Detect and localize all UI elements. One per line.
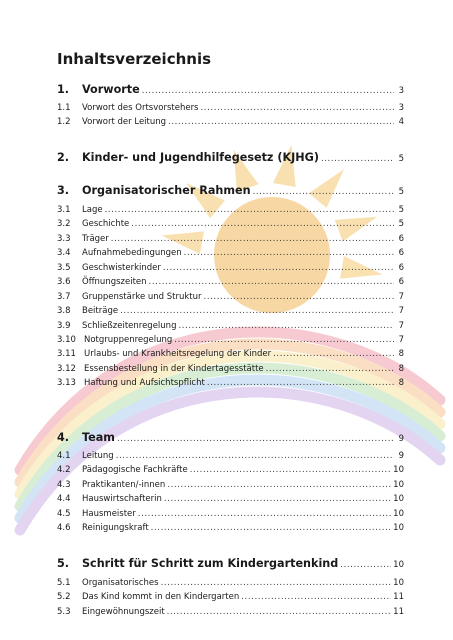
toc-subsection-row[interactable] bbox=[57, 508, 404, 520]
toc-page-number: 6 bbox=[398, 234, 404, 244]
toc-entry-label: Haftung und Aufsichtspflicht bbox=[84, 378, 205, 388]
toc-page-number: 11 bbox=[393, 592, 404, 602]
toc-dot-leader bbox=[266, 363, 394, 375]
toc-subsection-row[interactable] bbox=[57, 479, 404, 491]
toc-page-number: 6 bbox=[398, 248, 404, 258]
toc-entry-label: Hauswirtschafterin bbox=[82, 494, 162, 504]
toc-entry-number: 3.6 bbox=[57, 277, 71, 287]
toc-entry-number: 5.1 bbox=[57, 578, 71, 588]
toc-page-number: 8 bbox=[398, 364, 404, 374]
toc-subsection-row[interactable] bbox=[57, 233, 404, 245]
toc-page-number: 5 bbox=[398, 187, 404, 197]
toc-subsection-row[interactable] bbox=[57, 377, 404, 389]
toc-dot-leader bbox=[151, 522, 392, 534]
toc-dot-leader bbox=[117, 431, 394, 447]
toc-subsection-row[interactable] bbox=[57, 450, 404, 462]
toc-dot-leader bbox=[201, 102, 395, 114]
toc-entry-label: Pädagogische Fachkräfte bbox=[82, 465, 188, 475]
toc-entry-label: Praktikanten/-innen bbox=[82, 480, 166, 490]
toc-subsection-row[interactable] bbox=[57, 102, 404, 114]
toc-page-number: 10 bbox=[393, 465, 404, 475]
toc-entry-number: 3.11 bbox=[57, 349, 76, 359]
toc-entry-label: Essensbestellung in der Kindertagesstätte bbox=[84, 364, 264, 374]
toc-entry-number: 4.5 bbox=[57, 509, 71, 519]
toc-dot-leader bbox=[184, 247, 394, 259]
toc-dot-leader bbox=[167, 606, 392, 618]
toc-entry-label: Das Kind kommt in den Kindergarten bbox=[82, 592, 240, 602]
toc-entry-number: 3.8 bbox=[57, 306, 71, 316]
toc-entry-number: 5. bbox=[57, 557, 70, 570]
toc-subsection-row[interactable] bbox=[57, 464, 404, 476]
toc-page-number: 3 bbox=[398, 86, 404, 96]
toc-entry-label: Geschwisterkinder bbox=[82, 263, 161, 273]
toc-page-number: 10 bbox=[393, 494, 404, 504]
toc-dot-leader bbox=[167, 479, 391, 491]
toc-page-number: 7 bbox=[398, 292, 404, 302]
toc-entry-label: Vorwort des Ortsvorstehers bbox=[82, 103, 199, 113]
toc-dot-leader bbox=[178, 320, 394, 332]
toc-entry-number: 4.2 bbox=[57, 465, 71, 475]
toc-dot-leader bbox=[111, 233, 394, 245]
toc-section-row[interactable] bbox=[57, 556, 404, 572]
toc-entry-label: Team bbox=[82, 431, 115, 444]
toc-dot-leader bbox=[116, 450, 394, 462]
toc-subsection-row[interactable] bbox=[57, 116, 404, 128]
toc-entry-number: 3.5 bbox=[57, 263, 71, 273]
toc-page-number: 4 bbox=[398, 117, 404, 127]
toc-subsection-row[interactable] bbox=[57, 262, 404, 274]
toc-subsection-row[interactable] bbox=[57, 305, 404, 317]
toc-entry-number: 2. bbox=[57, 151, 70, 164]
toc-dot-leader bbox=[253, 184, 394, 200]
toc-entry-label: Aufnahmebedingungen bbox=[82, 248, 182, 258]
toc-page-number: 5 bbox=[398, 154, 404, 164]
toc-entry-label: Notgruppenregelung bbox=[84, 335, 173, 345]
toc-subsection-row[interactable] bbox=[57, 493, 404, 505]
toc-subsection-row[interactable] bbox=[57, 577, 404, 589]
toc-dot-leader bbox=[163, 262, 394, 274]
toc-entry-number: 5.2 bbox=[57, 592, 71, 602]
toc-entry-label: Hausmeister bbox=[82, 509, 136, 519]
toc-dot-leader bbox=[120, 305, 394, 317]
toc-page-number: 10 bbox=[393, 578, 404, 588]
toc-dot-leader bbox=[142, 83, 394, 99]
toc-page-number: 8 bbox=[398, 349, 404, 359]
toc-subsection-row[interactable] bbox=[57, 522, 404, 534]
toc-entry-number: 3.7 bbox=[57, 292, 71, 302]
toc-entry-number: 1.1 bbox=[57, 103, 71, 113]
toc-entry-number: 5.3 bbox=[57, 607, 71, 617]
toc-entry-number: 3.13 bbox=[57, 378, 76, 388]
toc-entry-label: Organisatorisches bbox=[82, 578, 159, 588]
toc-dot-leader bbox=[321, 151, 394, 167]
toc-entry-label: Öffnungszeiten bbox=[82, 277, 147, 287]
toc-entry-label: Reinigungskraft bbox=[82, 523, 149, 533]
toc-entry-label: Träger bbox=[82, 234, 109, 244]
toc-section-row[interactable] bbox=[57, 430, 404, 446]
toc-page-number: 11 bbox=[393, 607, 404, 617]
toc-dot-leader bbox=[204, 291, 394, 303]
toc-page-number: 9 bbox=[398, 451, 404, 461]
toc-dot-leader bbox=[174, 334, 394, 346]
toc-subsection-row[interactable] bbox=[57, 276, 404, 288]
toc-subsection-row[interactable] bbox=[57, 204, 404, 216]
toc-entry-label: Schritt für Schritt zum Kindergartenkind bbox=[82, 557, 339, 570]
toc-entry-label: Geschichte bbox=[82, 219, 130, 229]
toc-dot-leader bbox=[131, 218, 394, 230]
toc-entry-number: 3.3 bbox=[57, 234, 71, 244]
toc-page-number: 7 bbox=[398, 306, 404, 316]
toc-page-number: 3 bbox=[398, 103, 404, 113]
toc-page-number: 6 bbox=[398, 263, 404, 273]
toc-page-number: 8 bbox=[398, 378, 404, 388]
toc-subsection-row[interactable] bbox=[57, 320, 404, 332]
toc-entry-number: 3. bbox=[57, 184, 70, 197]
toc-entry-number: 3.9 bbox=[57, 321, 71, 331]
toc-page-number: 7 bbox=[398, 321, 404, 331]
toc-page-number: 7 bbox=[398, 335, 404, 345]
toc-subsection-row[interactable] bbox=[57, 334, 404, 346]
toc-entry-number: 3.4 bbox=[57, 248, 71, 258]
toc-subsection-row[interactable] bbox=[57, 247, 404, 259]
toc-entry-number: 3.10 bbox=[57, 335, 76, 345]
toc-subsection-row[interactable] bbox=[57, 363, 404, 375]
toc-entry-number: 4.6 bbox=[57, 523, 71, 533]
toc-dot-leader bbox=[190, 464, 391, 476]
toc-entry-label: Eingewöhnungszeit bbox=[82, 607, 165, 617]
toc-dot-leader bbox=[149, 276, 394, 288]
toc-entry-number: 3.12 bbox=[57, 364, 76, 374]
toc-page-number: 6 bbox=[398, 277, 404, 287]
toc-page-number: 9 bbox=[398, 434, 404, 444]
toc-entry-label: Urlaubs- und Krankheitsregelung der Kinder bbox=[84, 349, 272, 359]
toc-entry-number: 4.4 bbox=[57, 494, 71, 504]
toc-subsection-row[interactable] bbox=[57, 291, 404, 303]
toc-subsection-row[interactable] bbox=[57, 218, 404, 230]
toc-section-row[interactable] bbox=[57, 82, 404, 98]
toc-dot-leader bbox=[168, 116, 394, 128]
toc-page-number: 10 bbox=[393, 523, 404, 533]
toc-subsection-row[interactable] bbox=[57, 606, 404, 618]
toc-entry-label: Lage bbox=[82, 205, 103, 215]
toc-dot-leader bbox=[207, 377, 394, 389]
toc-entry-number: 3.1 bbox=[57, 205, 71, 215]
toc-page-number: 5 bbox=[398, 205, 404, 215]
toc-entry-label: Vorworte bbox=[82, 83, 140, 96]
toc-dot-leader bbox=[105, 204, 394, 216]
toc-dot-leader bbox=[164, 493, 391, 505]
toc-dot-leader bbox=[241, 591, 391, 603]
toc-subsection-row[interactable] bbox=[57, 348, 404, 360]
toc-page-number: 5 bbox=[398, 219, 404, 229]
toc-section-row[interactable] bbox=[57, 150, 404, 166]
toc-entry-label: Kinder- und Jugendhilfegesetz (KJHG) bbox=[82, 151, 319, 164]
toc-entry-label: Vorwort der Leitung bbox=[82, 117, 167, 127]
toc-entry-number: 3.2 bbox=[57, 219, 71, 229]
toc-entry-number: 1. bbox=[57, 83, 70, 96]
toc-title: Inhaltsverzeichnis bbox=[57, 50, 212, 68]
toc-entry-label: Leitung bbox=[82, 451, 114, 461]
toc-page-number: 10 bbox=[393, 480, 404, 490]
toc-entry-label: Schließzeitenregelung bbox=[82, 321, 177, 331]
toc-entry-number: 4. bbox=[57, 431, 70, 444]
toc-entry-number: 1.2 bbox=[57, 117, 71, 127]
toc-entry-label: Gruppenstärke und Struktur bbox=[82, 292, 202, 302]
toc-subsection-row[interactable] bbox=[57, 591, 404, 603]
toc-section-row[interactable] bbox=[57, 183, 404, 199]
toc-entry-label: Beiträge bbox=[82, 306, 119, 316]
toc-dot-leader bbox=[138, 508, 391, 520]
toc-dot-leader bbox=[340, 557, 391, 573]
toc-entry-label: Organisatorischer Rahmen bbox=[82, 184, 251, 197]
toc-dot-leader bbox=[161, 577, 392, 589]
toc-page-number: 10 bbox=[393, 509, 404, 519]
toc-entry-number: 4.3 bbox=[57, 480, 71, 490]
toc-entry-number: 4.1 bbox=[57, 451, 71, 461]
toc-page-number: 10 bbox=[393, 560, 404, 570]
toc-dot-leader bbox=[273, 348, 394, 360]
